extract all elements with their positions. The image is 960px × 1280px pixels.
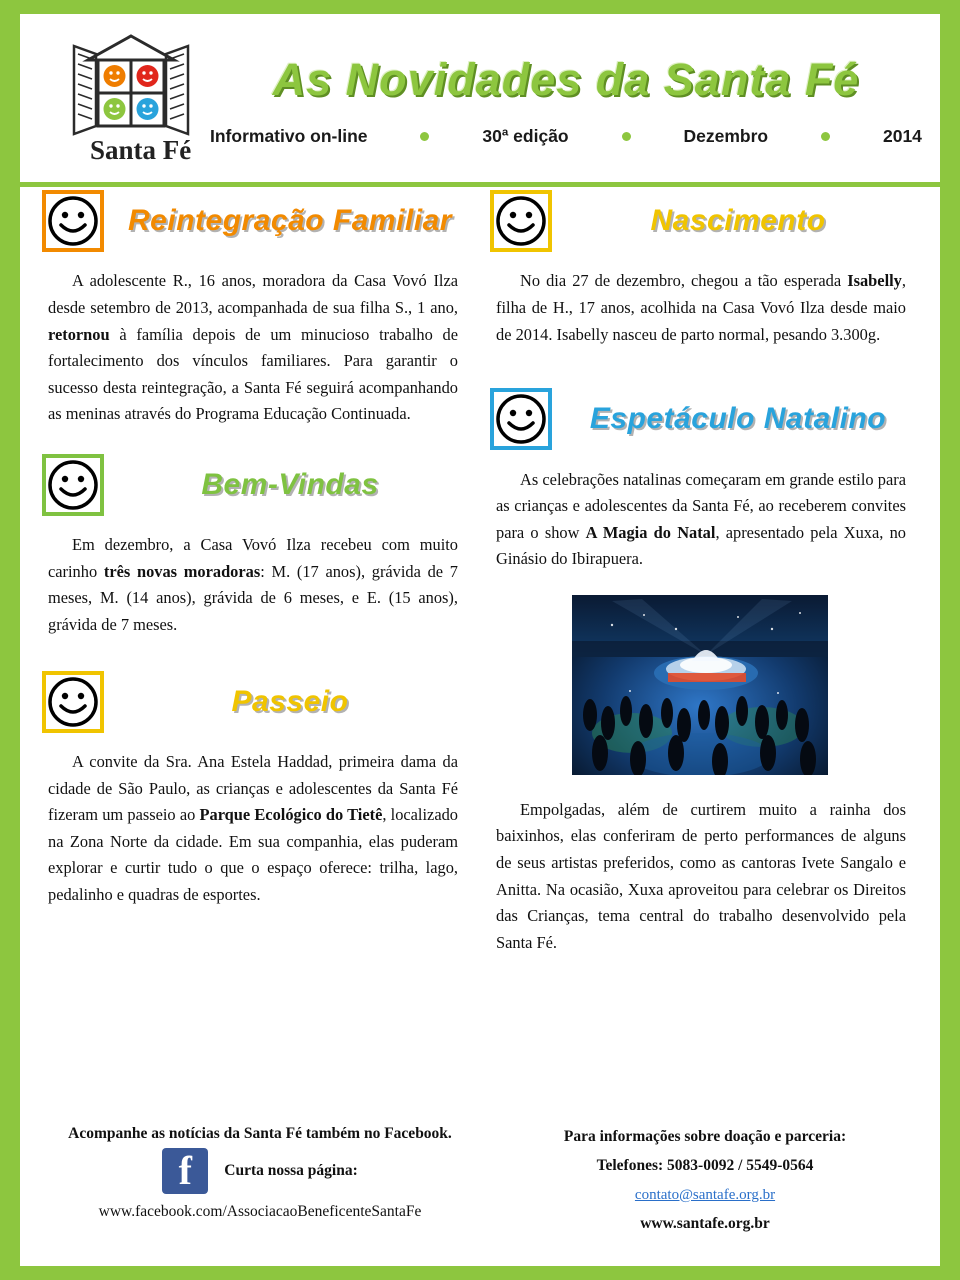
section-body: [42, 532, 462, 638]
donation-title: Para informações sobre doação e parceria:: [563, 1128, 847, 1145]
section-title: Reintegração Familiar: [128, 204, 452, 237]
body-text-part: , filha de H., 17 anos, acolhida na Casa Vovó Ilza desde maio de 2014. Isabelly nasceu de parto normal, pesando 3.300g.: [496, 271, 906, 344]
body-text-emphasis: A Magia do Natal: [585, 522, 716, 542]
section-body: [42, 749, 462, 908]
facebook-icon[interactable]: f: [162, 1148, 208, 1194]
body-text-emphasis: Parque Ecológico do Tietê: [199, 805, 383, 825]
phones: Telefones: 5083-0092 / 5549-0564: [596, 1157, 814, 1175]
footer-contact-block: [490, 1122, 920, 1239]
section-header: [490, 190, 910, 252]
header-subbar: [210, 126, 922, 147]
body-text-part: à família depois de um minucioso trabalho de fortalecimento dos vínculos familiares. Para garantir o sucesso desta reintegração, a Santa Fé seguirá acompanhando as meninas através do Programa Educação Continuada.: [48, 324, 458, 424]
section-passeio: [42, 671, 462, 909]
page-title: As Novidades da Santa Fé: [272, 54, 860, 105]
facebook-url[interactable]: www.facebook.com/AssociacaoBeneficenteSantaFe: [98, 1203, 422, 1221]
month-label: Dezembro: [683, 126, 769, 146]
section-title: Espetáculo Natalino: [589, 402, 887, 436]
logo-wordmark: Santa Fé: [90, 135, 192, 165]
body-text-part: Em dezembro, a Casa Vovó Ilza recebeu com muito carinho: [48, 535, 458, 581]
website-url[interactable]: www.santafe.org.br: [640, 1215, 770, 1233]
facebook-invite-text: Acompanhe as notícias da Santa Fé também no Facebook.: [68, 1125, 452, 1142]
section-header: [42, 671, 462, 733]
body-text-emphasis: Isabelly: [847, 271, 902, 291]
section-title: Bem-Vindas: [201, 467, 379, 501]
right-column: [490, 190, 910, 973]
section-espetaculo-natalino: [490, 388, 910, 956]
section-header: [490, 388, 910, 450]
footer-facebook-block: [50, 1122, 470, 1224]
body-text-part: : M. (17 anos), grávida de 7 meses, M. (14 anos), grávida de 6 meses, e E. (15 anos), grávida de 7 meses.: [48, 561, 458, 634]
header: [20, 14, 940, 174]
smiley-face-icon: [42, 671, 104, 733]
section-header: [42, 454, 462, 516]
section-body-continued: Empolgadas, além de curtirem muito a rainha dos baixinhos, elas conferiram de perto performances de alguns de seus artistas preferidos, como as cantoras Ivete Sangalo e Anitta. Na ocasião, Xuxa aproveitou para celebrar os Direitos das Crianças, tema central do trabalho desenvolvido pela Santa Fé.: [496, 799, 906, 952]
edition-label: 30ª edição: [482, 126, 569, 146]
contact-email-link[interactable]: contato@santafe.org.br: [634, 1186, 776, 1203]
section-title: Passeio: [231, 684, 349, 718]
smiley-face-icon: [42, 190, 104, 252]
smiley-face-icon: [490, 190, 552, 252]
body-text-part: A convite da Sra. Ana Estela Haddad, primeira dama da cidade de São Paulo, as crianças e adolescentes da Santa Fé fizeram um passeio ao: [48, 751, 458, 825]
facebook-cta: Curta nossa página:: [224, 1162, 358, 1179]
body-text-part: No dia 27 de dezembro, chegou a tão esperada: [520, 271, 848, 291]
smiley-face-icon: [42, 454, 104, 516]
smiley-face-icon: [490, 388, 552, 450]
section-body: [490, 268, 910, 348]
left-column: [42, 190, 462, 925]
section-body: [42, 268, 462, 427]
santa-fe-logo: [56, 30, 206, 170]
section-reintegracao-familiar: [42, 190, 462, 428]
body-text-emphasis: três novas moradoras: [103, 561, 261, 581]
subtitle: Informativo on-line: [210, 126, 368, 146]
section-body: [490, 467, 910, 573]
header-divider: [20, 182, 940, 187]
body-text-part: A adolescente R., 16 anos, moradora da Casa Vovó Ilza desde setembro de 2013, acompanhada de sua filha S., 1 ano,: [48, 271, 458, 317]
newsletter-page: [20, 14, 940, 1266]
section-header: [42, 190, 462, 252]
body-text-emphasis: retornou: [48, 324, 110, 344]
section-bem-vindas: [42, 454, 462, 639]
section-title: Nascimento: [650, 204, 826, 237]
year-label: 2014: [882, 126, 922, 146]
separator-dot-icon: [821, 132, 830, 141]
show-photo: [572, 595, 828, 775]
facebook-row: [50, 1148, 470, 1194]
footer: [20, 1122, 940, 1252]
section-nascimento: [490, 190, 910, 348]
body-text-part: , apresentado pela Xuxa, no Ginásio do Ibirapuera.: [496, 522, 906, 569]
body-text-part: , localizado na Zona Norte da cidade. Em sua companhia, elas puderam explorar e curtir tudo o que o espaço oferece: trilha, lago, pedalinho e quadras de esportes.: [48, 805, 458, 904]
body-text-part: As celebrações natalinas começaram em grande estilo para as crianças e adolescentes da Santa Fé, ao receberem convites para o show: [496, 469, 906, 542]
separator-dot-icon: [420, 132, 429, 141]
separator-dot-icon: [622, 132, 631, 141]
